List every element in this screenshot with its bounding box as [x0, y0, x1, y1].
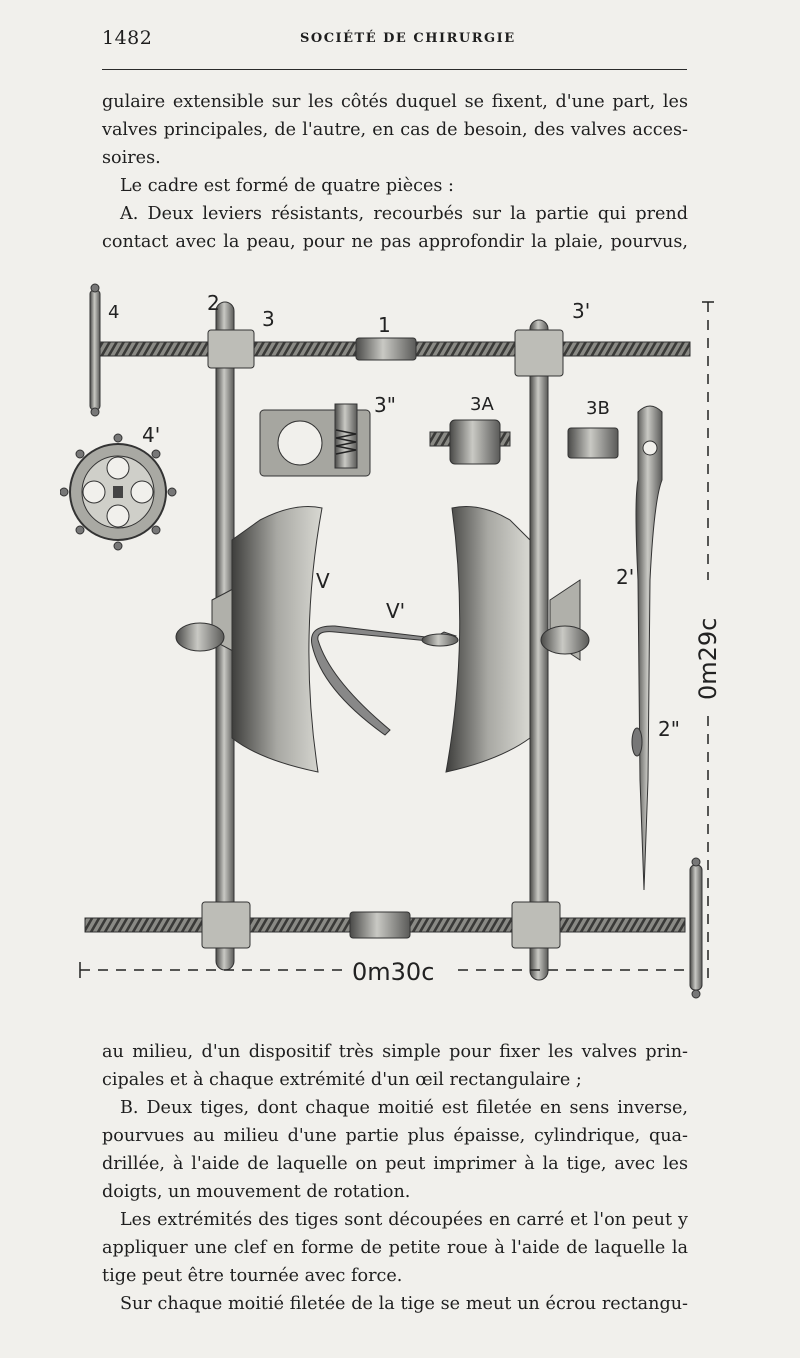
- label-3-prime: 3': [572, 299, 591, 323]
- label-1: 1: [378, 313, 391, 337]
- accessory-valve: [311, 626, 458, 735]
- label-3: 3: [262, 307, 275, 331]
- width-dimension-label: 0m30c: [352, 958, 435, 986]
- running-title: SOCIÉTÉ DE CHIRURGIE: [300, 31, 516, 46]
- bottom-text-block: [102, 1038, 688, 1318]
- right-valve: [446, 507, 530, 773]
- left-valve: [232, 507, 322, 773]
- label-3-double-prime: 3": [374, 393, 396, 417]
- text-line: doigts, un mouvement de rotation.: [102, 1182, 411, 1202]
- square-key: [90, 284, 100, 416]
- text-line: valves principales, de l'autre, en cas de besoin, des valves acces-: [102, 120, 688, 140]
- text-line: appliquer une clef en forme de petite roue à l'aide de laquelle la: [102, 1238, 688, 1258]
- wheel-key: [60, 434, 176, 550]
- text-line: Le cadre est formé de quatre pièces :: [120, 176, 454, 196]
- text-line: B. Deux tiges, dont chaque moitié est filetée en sens inverse,: [120, 1098, 688, 1118]
- threaded-nut-3a: [430, 420, 510, 464]
- label-2-double-prime: 2": [658, 717, 680, 741]
- bottom-threaded-rod: [85, 912, 685, 938]
- label-4: 4: [108, 302, 120, 323]
- text-line: au milieu, d'un dispositif très simple pour fixer les valves prin-: [102, 1042, 688, 1062]
- eyed-rod: [632, 406, 662, 890]
- text-line: soires.: [102, 148, 161, 168]
- text-line: A. Deux leviers résistants, recourbés sur la partie qui prend: [120, 204, 688, 224]
- top-threaded-rod: [100, 338, 690, 360]
- label-4-prime: 4': [142, 423, 161, 447]
- text-line: Sur chaque moitié filetée de la tige se meut un écrou rectangu-: [120, 1294, 688, 1314]
- square-key-right: [690, 858, 702, 998]
- text-line: contact avec la peau, pour ne pas approfondir la plaie, pourvus,: [102, 232, 688, 252]
- label-v-prime: V': [386, 599, 406, 623]
- square-nut-3b: [568, 428, 618, 458]
- nut-with-spring: [260, 404, 370, 476]
- bottom-rod-grip: [350, 912, 410, 938]
- label-3b: 3B: [586, 398, 610, 419]
- height-dimension-label: 0m29c: [694, 617, 722, 700]
- top-text-block: [102, 88, 688, 256]
- text-line: Les extrémités des tiges sont découpées en carré et l'on peut y: [120, 1210, 688, 1230]
- label-v: V: [316, 569, 330, 593]
- top-rod-grip: [356, 338, 416, 360]
- label-2-prime: 2': [616, 565, 635, 589]
- label-3a: 3A: [470, 394, 494, 415]
- header-rule: [102, 69, 687, 70]
- page-number: 1482: [102, 27, 153, 49]
- text-line: cipales et à chaque extrémité d'un œil rectangulaire ;: [102, 1070, 582, 1090]
- text-line: tige peut être tournée avec force.: [102, 1266, 403, 1286]
- text-line: gulaire extensible sur les côtés duquel se fixent, d'une part, les: [102, 92, 688, 112]
- text-line: pourvues au milieu d'une partie plus épaisse, cylindrique, qua-: [102, 1126, 688, 1146]
- label-2: 2: [207, 291, 220, 315]
- retractor-figure: [60, 280, 740, 1020]
- text-line: drillée, à l'aide de laquelle on peut imprimer à la tige, avec les: [102, 1154, 688, 1174]
